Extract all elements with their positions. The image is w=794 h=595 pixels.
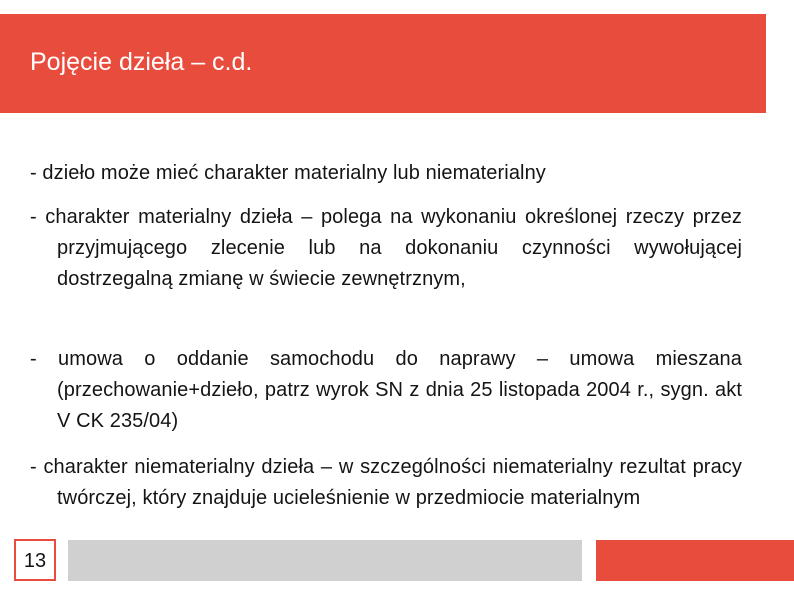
bullet-item: - charakter materialny dzieła – polega na wykonaniu określonej rzeczy przez przyjmującego zlecenie lub na dokonaniu czynności wywołującej dostrzegalną zmianę w świecie zewnętrznym, [30, 206, 742, 290]
bullet-item: - charakter niematerialny dzieła – w szczególności niematerialny rezultat pracy twórczej, który znajduje ucieleśnienie w przedmiocie materialnym [30, 456, 742, 509]
page-number: 13 [23, 550, 47, 572]
bullet-item: - dzieło może mieć charakter materialny lub niematerialny [30, 162, 546, 184]
slide-title: Pojęcie dzieła – c.d. [30, 48, 253, 76]
bullet-item: - umowa o oddanie samochodu do naprawy – umowa mieszana (przechowanie+dzieło, patrz wyrok SN z dnia 25 listopada 2004 r., sygn. akt V CK 235/04) [30, 348, 742, 432]
